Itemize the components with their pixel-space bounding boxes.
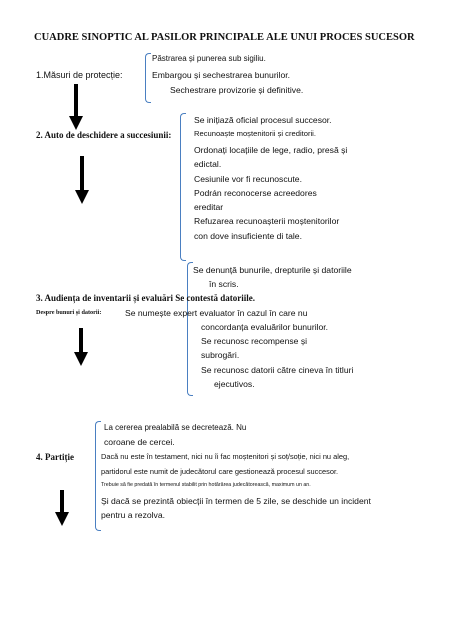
arrow-down-icon bbox=[75, 156, 89, 204]
section-4-item: La cererea prealabilă se decretează. Nu bbox=[104, 423, 247, 432]
section-2-item: edictal. bbox=[194, 159, 222, 169]
section-2-heading: 2. Auto de deschidere a succesiunii: bbox=[36, 130, 172, 140]
section-2-item: Refuzarea recunoașterii moștenitorilor bbox=[194, 216, 340, 226]
section-4-heading: 4. Partiție bbox=[36, 452, 74, 462]
section-1-item: Embargou și sechestrarea bunurilor. bbox=[152, 70, 291, 80]
section-3-item: Se recunosc recompense și bbox=[201, 336, 308, 346]
section-2-item: Cesiunile vor fi recunoscute. bbox=[194, 174, 302, 184]
section-2-item: Se inițiază oficial procesul succesor. bbox=[194, 115, 332, 125]
section-3-brace bbox=[187, 262, 193, 396]
section-2-item: Recunoaște moștenitorii și creditorii. bbox=[194, 129, 316, 138]
section-3-item: ejecutivos. bbox=[214, 379, 255, 389]
arrow-down-icon bbox=[55, 490, 69, 526]
section-4-item: Trebuie să fie predată în termenul stabilit prin hotărârea judecătorească, maximum un an. bbox=[101, 482, 311, 488]
section-1-heading: 1.Măsuri de protecție: bbox=[36, 70, 123, 80]
section-2-item: ereditar bbox=[194, 202, 224, 212]
section-3-heading: 3. Audiența de inventarii și evaluări Se contestă datoriile. bbox=[36, 293, 255, 303]
section-3-item: subrogări. bbox=[201, 350, 240, 360]
section-3-item: Se denunță bunurile, drepturile și datoriile bbox=[193, 265, 352, 275]
section-3-subheading: Despre bunuri și datorii: bbox=[36, 309, 102, 316]
page-title: CUADRE SINOPTIC AL PASILOR PRINCIPALE ALE UNUI PROCES SUCESOR bbox=[34, 32, 415, 43]
section-4-item: Dacă nu este în testament, nici nu îi fac moștenitori și soț/soție, nici nu aleg, bbox=[101, 452, 350, 461]
section-3-item: în scris. bbox=[209, 279, 239, 289]
section-2-item: Podrán reconocerse acreedores bbox=[194, 188, 317, 198]
arrow-down-icon bbox=[74, 328, 88, 366]
arrow-down-icon bbox=[69, 84, 83, 130]
section-4-item: coroane de cercei. bbox=[104, 437, 175, 447]
section-4-item: pentru a rezolva. bbox=[101, 510, 166, 520]
section-3-item: Se numește expert evaluator în cazul în care nu bbox=[125, 308, 308, 318]
section-1-brace bbox=[145, 53, 151, 103]
section-2-brace bbox=[180, 113, 186, 261]
section-1-item: Sechestrare provizorie și definitive. bbox=[170, 85, 304, 95]
section-3-item: concordanța evaluărilor bunurilor. bbox=[201, 322, 329, 332]
section-4-item: Și dacă se prezintă obiecții în termen de 5 zile, se deschide un incident bbox=[101, 496, 371, 506]
section-3-item: Se recunosc datorii către cineva în titluri bbox=[201, 365, 354, 375]
section-2-item: Ordonați locațiile de lege, radio, presă și bbox=[194, 145, 348, 155]
section-1-item: Păstrarea și punerea sub sigiliu. bbox=[152, 54, 266, 63]
section-2-item: con dove insuficiente di tale. bbox=[194, 231, 302, 241]
section-4-item: partidorul este numit de judecătorul care gestionează procesul succesor. bbox=[101, 467, 339, 476]
